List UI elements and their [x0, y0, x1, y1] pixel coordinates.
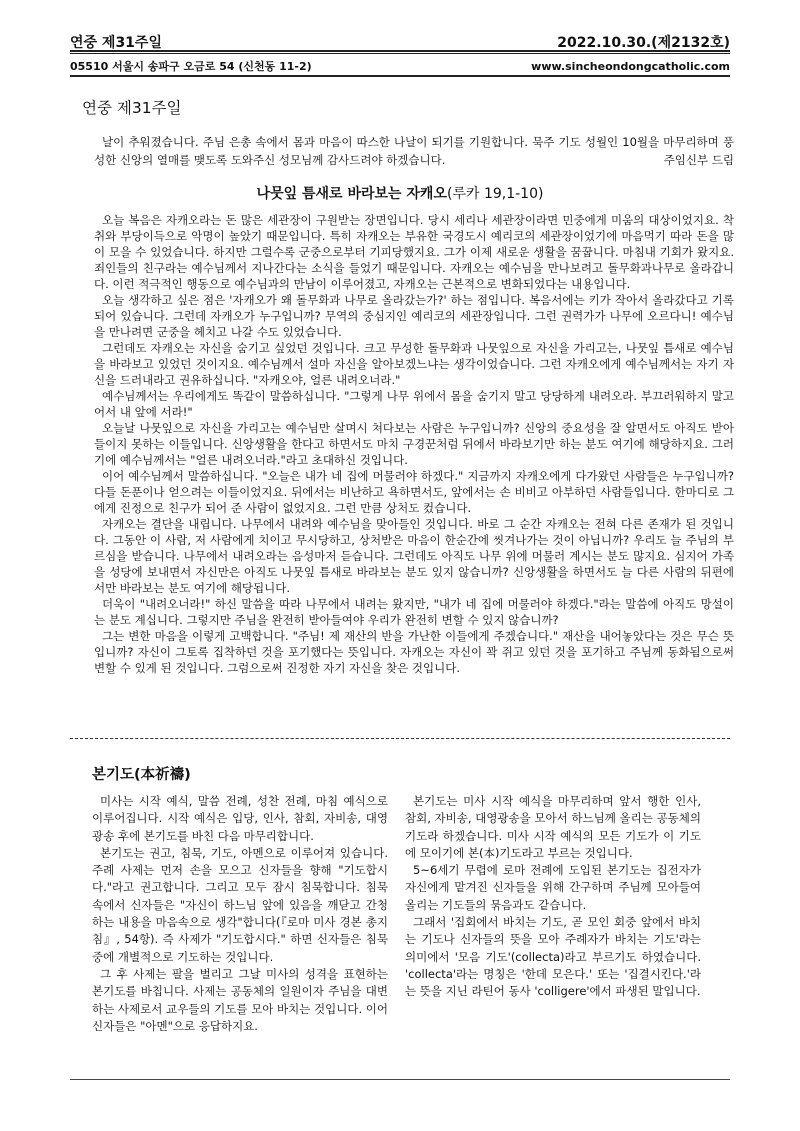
article-title: 나뭇잎 틈새로 바라보는 자캐오(루카 19,1-10): [256, 186, 544, 202]
masthead: [70, 32, 730, 52]
intro-text: 날이 추워졌습니다. 주님 은총 속에서 몸과 마음이 따스한 나날이 되기를 기원합니다. 묵주 기도 성월인 10월을 마무리하며 풍성한 신앙의 열매를 맺도록 도와주신 성모님께 감사드려야 하겠습니다. 주임신부 드림: [94, 135, 734, 167]
section-column-right: [405, 793, 701, 1001]
article-paragraph: 자캐오는 결단을 내립니다. 나무에서 내려와 예수님을 맞아들인 것입니다. 바로 그 순간 자캐오는 전혀 다른 존재가 된 것입니다. 그동안 이 사람, 저 사람에게 치이고 무시당하고, 상처받은 마음이 한순간에 씻겨나가는 것이 아닙니까? 우리도 늘 주님의 부르심을 받습니다. 나무에서 내려오라는 음성마저 듣습니다. 그런데도 아직도 나무 위에 머물러 계시는 분도 많지요. 심지어 가족을 성당에 보내면서 자신만은 아직도 나뭇잎 틈새로 바라보는 분도 있지 않습니까? 신앙생활을 하면서도 늘 다른 사람의 뒤편에서만 바라보는 분도 여기에 해당됩니다.: [94, 517, 734, 595]
church-address: 05510 서울시 송파구 오금로 54 (신천동 11-2): [70, 60, 312, 73]
section-column-left: [92, 793, 388, 1035]
article-paragraph: 오늘날 나뭇잎으로 자신을 가리고는 예수님만 살며시 쳐다보는 사람은 누구입니까? 신앙의 중요성을 잘 알면서도 아직도 받아들이지 못하는 이들입니다. 신앙생활을 한다고 하면서도 마치 구경꾼처럼 뒤에서 바라보기만 하는 분도 여기에 해당하지요. 그러기에 예수님께서는 "얼른 내려오너라."라고 초대하신 것입니다.: [94, 421, 734, 467]
section-paragraph: 본기도는 권고, 침묵, 기도, 아멘으로 이루어져 있습니다. 주례 사제는 먼저 손을 모으고 신자들을 향해 "기도합시다."라고 권고합니다. 그리고 모두 잠시 침묵합니다. 침묵 속에서 신자들은 "자신이 하느님 앞에 있음을 깨닫고 간청하는 내용을 마음속으로 생각"합니다(『로마 미사 경본 총지침』, 54항). 즉 사제가 "기도합시다." 하면 신자들은 침묵 중에 개별적으로 기도하는 것입니다.: [92, 845, 388, 964]
article-paragraph: 예수님께서는 우리에게도 똑같이 말씀하십니다. "그렇게 나무 위에서 몸을 숨기지 말고 당당하게 내려오라. 부끄러워하지 말고 어서 내 앞에 서라!": [94, 389, 734, 419]
article-paragraph: 이어 예수님께서 말씀하십니다. "오늘은 내가 네 집에 머물러야 하겠다." 지금까지 자캐오에게 다가왔던 사람들은 누구입니까? 다들 돈푼이나 얻으려는 이들이었지요. 뒤에서는 비난하고 욕하면서도, 앞에서는 손 비비고 아부하던 사람들입니다. 한마디로 그에게 진정으로 친구가 되어 준 사람이 없었지요. 그런 만큼 상처도 컸습니다.: [94, 469, 734, 515]
section-paragraph: 5~6세기 무렵에 로마 전례에 도입된 본기도는 집전자가 자신에게 맡겨진 신자들을 위해 간구하며 주님께 모아들여 올리는 기도들의 묶음과도 같습니다.: [405, 863, 701, 912]
intro-message: [94, 133, 734, 169]
masthead-title: 연중 제31주일: [70, 35, 162, 51]
article-paragraph: 더욱이 "내려오너라!" 하신 말씀을 따라 나무에서 내려는 왔지만, "내가 네 집에 머물러야 하겠다."라는 말씀에 아직도 망설이는 분도 계십니다. 그렇지만 주님을 완전히 받아들여야 우리가 완전히 변할 수 있지 않습니까?: [94, 597, 734, 627]
article-reference: (루카 19,1-10): [446, 186, 544, 202]
section-title: 본기도(本祈禱): [92, 767, 191, 783]
article-paragraph: 오늘 생각하고 싶은 점은 '자캐오가 왜 돌무화과 나무로 올라갔는가?' 하는 점입니다. 복음서에는 키가 작아서 올라갔다고 기록되어 있습니다. 그런데 자캐오가 누구입니까? 무역의 중심지인 예리코의 세관장입니다. 그런 권력가가 나무에 오르다니! 예수님을 만나려면 군중을 헤치고 나갈 수도 있었습니다.: [94, 293, 734, 339]
article-paragraph: 그런데도 자캐오는 자신을 숨기고 싶었던 것입니다. 크고 무성한 돌무화과 나뭇잎으로 자신을 가리고는, 나뭇잎 틈새로 예수님을 바라보고 있었던 것이지요. 예수님께서 설마 자신을 알아보겠느냐는 생각이었습니다. 그런 자캐오에게 예수님께서는 자기 자신을 드러내라고 권유하십니다. "자캐오야, 얼른 내려오너라.": [94, 341, 734, 387]
address-rule: [70, 75, 730, 77]
address-bar: [70, 58, 730, 74]
section-divider: [70, 738, 730, 739]
section-paragraph: 그래서 '집회에서 바치는 기도, 곧 모인 회중 앞에서 바치는 기도나 신자들의 뜻을 모아 주례자가 바치는 기도'라는 의미에서 '모음 기도'(collecta)라고 부르기도 하였습니다. 'collecta'라는 명칭은 '한데 모은다.' 또는 '집결시킨다.'라는 뜻을 지닌 라틴어 동사 'colligere'에서 파생된 말입니다.: [405, 915, 701, 999]
masthead-rule-thin: [70, 53, 730, 54]
issue-date: 2022.10.30.(제2132호): [557, 35, 730, 51]
article-body: [94, 212, 734, 676]
page-title: 연중 제31주일: [82, 99, 182, 117]
section-paragraph: 본기도는 미사 시작 예식을 마무리하며 앞서 행한 인사, 참회, 자비송, 대영광송을 모아서 하느님께 올리는 공동체의 기도라 하겠습니다. 미사 시작 예식의 모든 기도가 이 기도에 모이기에 본(本)기도라고 부르는 것입니다.: [405, 794, 701, 860]
footer-rule: [70, 1079, 730, 1080]
section-paragraph: 그 후 사제는 팔을 벌리고 그날 미사의 성격을 표현하는 본기도를 바칩니다. 사제는 공동체의 일원이자 주님을 대변하는 사제로서 교우들의 기도를 모아 바치는 것입니다. 이어 신자들은 "아멘"으로 응답하지요.: [92, 966, 388, 1033]
article-paragraph: 그는 변한 마음을 이렇게 고백합니다. "주님! 제 재산의 반을 가난한 이들에게 주겠습니다." 재산을 내어놓았다는 것은 무슨 뜻입니까? 자신이 그토록 집착하던 것을 포기했다는 뜻입니다. 자캐오는 자신이 꽉 쥐고 있던 것을 포기하고 주님께 동화됨으로써 변할 수 있게 된 것입니다. 그럼으로써 진정한 자기 자신을 찾은 것입니다.: [94, 629, 734, 675]
website-link[interactable]: www.sincheondongcatholic.com: [531, 59, 730, 73]
intro-signature: 주임신부 드림: [663, 153, 734, 167]
masthead-rule-top: [70, 50, 730, 52]
section-paragraph: 미사는 시작 예식, 말씀 전례, 성찬 전례, 마침 예식으로 이루어집니다. 시작 예식은 입당, 인사, 참회, 자비송, 대영광송 후에 본기도를 바친 다음 마무리합니다.: [92, 794, 388, 843]
article-paragraph: 오늘 복음은 자캐오라는 돈 많은 세관장이 구원받는 장면입니다. 당시 세리나 세관장이라면 민중에게 미움의 대상이었지요. 착취와 부당이득으로 악명이 높았기 때문입니다. 특히 자캐오는 부유한 국경도시 예리코의 세관장이었기에 마음먹기 따라 돈을 많이 모을 수 있었습니다. 하지만 그럴수록 군중으로부터 기피당했지요. 그가 이제 새로운 생활을 꿈꿉니다. 마침내 기회가 왔지요. 죄인들의 친구라는 예수님께서 지나간다는 소식을 들었기 때문입니다. 자캐오는 예수님을 만나보려고 돌무화과나무로 올라갑니다. 이런 적극적인 행동으로 예수님과의 만남이 이루어졌고, 자캐오는 근본적으로 변화되었다는 내용입니다.: [94, 213, 734, 291]
